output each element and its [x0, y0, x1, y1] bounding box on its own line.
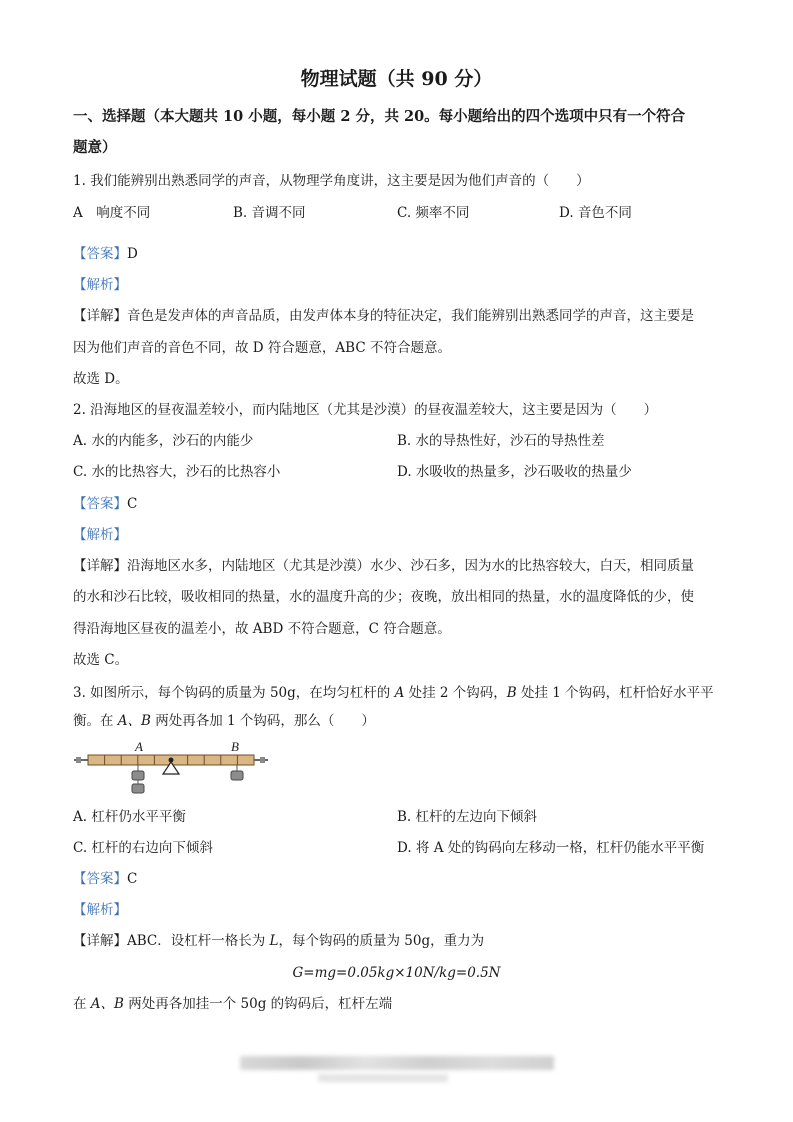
q3-stem-part: 3. 如图所示，每个钩码的质量为 50g，在均匀杠杆的 — [73, 685, 395, 701]
q3-point-a: A — [394, 685, 405, 701]
q3-stem-part: 两处再各加 1 个钩码，那么（ ） — [150, 713, 375, 729]
footer-watermark-sub — [318, 1074, 448, 1082]
q1-answer — [73, 245, 138, 263]
q3-stem-part: 处挂 2 个钩码， — [404, 685, 507, 701]
q3-detail-part: ABC．设杠杆一格长为 — [127, 933, 270, 949]
answer-label: 【答案】 — [73, 246, 127, 262]
q1-analysis-label: 【解析】 — [73, 277, 127, 293]
detail-label: 【详解】 — [73, 308, 127, 324]
q1-answer-value: D — [127, 246, 138, 262]
q3-detail-part: ，每个钩码的质量为 50g，重力为 — [278, 933, 485, 949]
q3-last-points: A、B — [90, 996, 124, 1012]
lever-figure — [72, 738, 272, 798]
q3-option-c: C. 杠杆的右边向下倾斜 — [73, 840, 213, 856]
label-b: B — [231, 739, 239, 754]
q2-option-d: D. 水吸收的热量多，沙石吸收的热量少 — [397, 464, 632, 480]
q3-stem-line1 — [73, 684, 714, 702]
lever-left-nut — [76, 757, 81, 763]
q3-answer — [73, 870, 137, 888]
q1-conclusion: 故选 D。 — [73, 371, 129, 387]
detail-label: 【详解】 — [73, 558, 127, 574]
q3-stem-part: 处挂 1 个钩码，杠杆恰好水平平 — [516, 685, 714, 701]
q3-point-b: B — [506, 685, 517, 701]
q1-detail-line2: 因为他们声音的音色不同，故 D 符合题意，ABC 不符合题意。 — [73, 340, 451, 356]
q3-analysis-label: 【解析】 — [73, 902, 127, 918]
q3-stem-line2 — [73, 712, 375, 730]
q1-option-b: B. 音调不同 — [233, 205, 306, 221]
q2-conclusion: 故选 C。 — [73, 652, 129, 668]
q2-answer-value: C — [127, 496, 138, 512]
footer-watermark — [240, 1056, 554, 1070]
q3-detail-variable: L — [269, 933, 279, 949]
q2-analysis-label: 【解析】 — [73, 527, 127, 543]
q3-last-part: 在 — [73, 996, 91, 1012]
q2-detail-line1: 沿海地区水多，内陆地区（尤其是沙漠）水少、沙石多，因为水的比热容较大，白天，相同质量 — [127, 558, 694, 574]
weight-a-1 — [132, 771, 144, 780]
q3-last-part: 两处再各加挂一个 50g 的钩码后，杠杆左端 — [123, 996, 393, 1012]
answer-label: 【答案】 — [73, 496, 127, 512]
q1-stem: 1. 我们能辨别出熟悉同学的声音，从物理学角度讲，这主要是因为他们声音的（ ） — [73, 173, 590, 189]
page-title: 物理试题（共 90 分） — [300, 68, 493, 90]
q2-option-b: B. 水的导热性好，沙石的导热性差 — [397, 433, 605, 449]
q2-option-a: A. 水的内能多，沙石的内能少 — [73, 433, 254, 449]
q3-option-b: B. 杠杆的左边向下倾斜 — [397, 809, 538, 825]
q3-formula: G=mg=0.05kg×10N/kg=0.5N — [292, 965, 501, 981]
q2-detail-line3: 得沿海地区昼夜的温差小，故 ABD 不符合题意，C 符合题意。 — [73, 621, 451, 637]
q3-answer-value: C — [127, 871, 138, 887]
q1-option-c: C. 频率不同 — [397, 205, 470, 221]
answer-label: 【答案】 — [73, 871, 127, 887]
q3-stem-part: 衡。在 — [73, 713, 118, 729]
weight-b-1 — [231, 771, 243, 780]
q2-option-c: C. 水的比热容大，沙石的比热容小 — [73, 464, 281, 480]
weight-a-2 — [132, 784, 144, 793]
section-heading: 一、选择题（本大题共 10 小题，每小题 2 分，共 20。每小题给出的四个选项中只有一个符合 — [73, 108, 686, 125]
q3-points-ab: A、B — [117, 713, 151, 729]
label-a: A — [135, 739, 143, 754]
q1-detail — [73, 307, 694, 325]
detail-label: 【详解】 — [73, 933, 127, 949]
q3-last-line — [73, 995, 392, 1013]
q1-option-a: A 响度不同 — [73, 205, 151, 221]
q2-detail-line2: 的水和沙石比较，吸收相同的热量，水的温度升高的少；夜晚，放出相同的热量，水的温度降低的少，使 — [73, 589, 694, 605]
q2-answer — [73, 495, 137, 513]
q3-option-a: A. 杠杆仍水平平衡 — [73, 809, 186, 825]
q1-option-d: D. 音色不同 — [559, 205, 632, 221]
q2-stem: 2. 沿海地区的昼夜温差较小，而内陆地区（尤其是沙漠）的昼夜温差较大，这主要是因为（ ） — [73, 402, 658, 418]
q3-detail — [73, 932, 484, 950]
lever-right-nut — [260, 757, 265, 763]
section-heading-cont: 题意） — [73, 139, 117, 156]
q1-detail-line1: 音色是发声体的声音品质，由发声体本身的特征决定，我们能辨别出熟悉同学的声音，这主要是 — [127, 308, 694, 324]
q2-detail — [73, 557, 694, 575]
q3-option-d: D. 将 A 处的钩码向左移动一格，杠杆仍能水平平衡 — [397, 840, 705, 856]
